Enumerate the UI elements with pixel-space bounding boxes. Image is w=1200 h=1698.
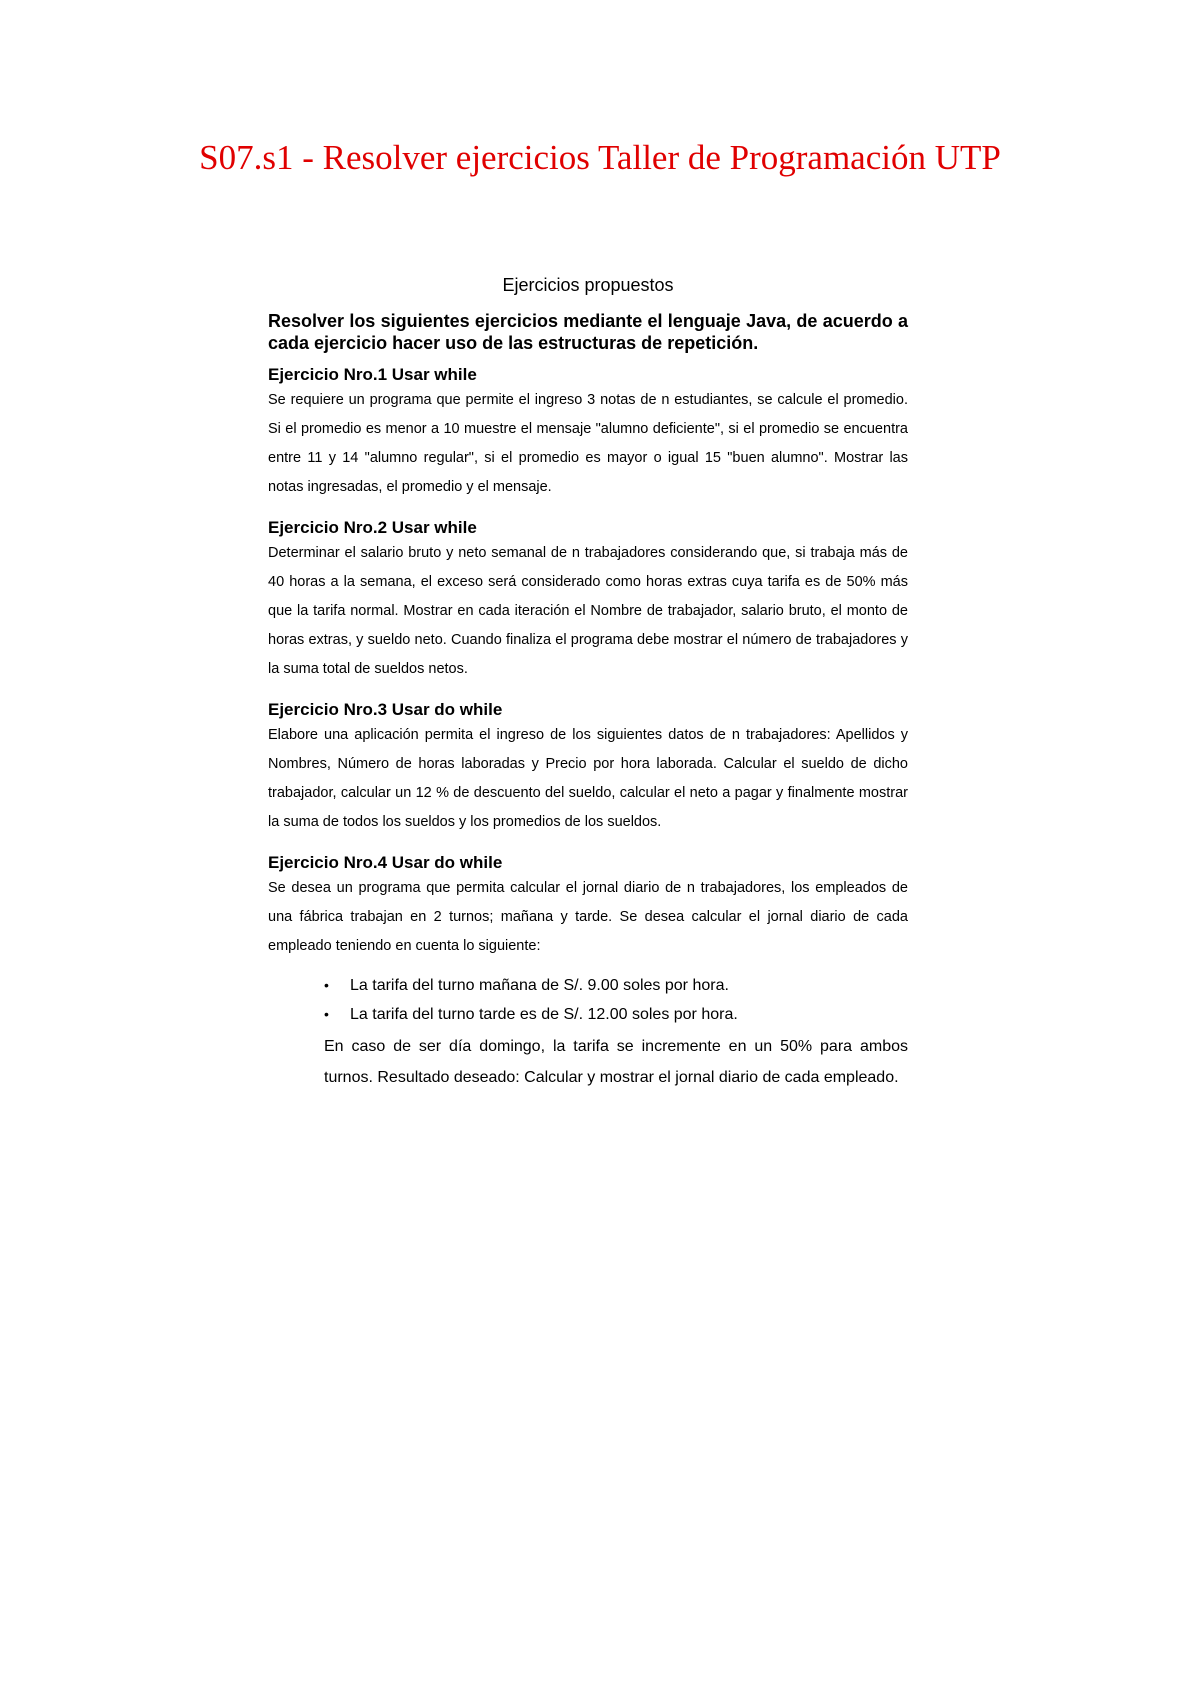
- bullet-icon: •: [324, 977, 329, 993]
- exercise-description: Se requiere un programa que permite el ingreso 3 notas de n estudiantes, se calcule el promedio. Si el promedio es menor a 10 muestre el mensaje "alumno deficiente", si el promedio se encuentra entre 11 y 14 "alumno regular", si el promedio es mayor o igual 15 "buen alumno". Mostrar las notas ingresadas, el promedio y el mensaje.: [268, 392, 908, 495]
- closing-paragraph: En caso de ser día domingo, la tarifa se incremente en un 50% para ambos turnos. Resultado deseado: Calcular y mostrar el jornal diario de cada empleado.: [324, 1038, 908, 1086]
- exercise-title: Ejercicio Nro.4 Usar do while: [268, 853, 503, 872]
- intro-paragraph: Resolver los siguientes ejercicios mediante el lenguaje Java, de acuerdo a cada ejercicio hacer uso de las estructuras de repetición.: [268, 311, 908, 353]
- exercise-description: Elabore una aplicación permita el ingreso de los siguientes datos de n trabajadores: Apellidos y Nombres, Número de horas laboradas y Precio por hora laborada. Calcular el sueldo de dicho trabajador, calcular un 12 % de descuento del sueldo, calcular el neto a pagar y finalmente mostrar la suma de todos los sueldos y los promedios de los sueldos.: [268, 727, 908, 830]
- exercise-description: Se desea un programa que permita calcular el jornal diario de n trabajadores, los empleados de una fábrica trabajan en 2 turnos; mañana y tarde. Se desea calcular el jornal diario de cada empleado teniendo en cuenta lo siguiente:: [268, 880, 908, 954]
- rate-list: [268, 971, 908, 1029]
- bullet-icon: •: [324, 1006, 329, 1022]
- exercise-1: [268, 364, 908, 502]
- exercise-3: [268, 699, 908, 837]
- exercise-4: [268, 852, 908, 1093]
- list-item-text: La tarifa del turno mañana de S/. 9.00 soles por hora.: [350, 977, 729, 994]
- exercise-title: Ejercicio Nro.1 Usar while: [268, 365, 477, 384]
- list-item: [324, 1000, 908, 1029]
- exercise-description: Determinar el salario bruto y neto semanal de n trabajadores considerando que, si trabaja más de 40 horas a la semana, el exceso será considerado como horas extras cuya tarifa es de 50% más que la tarifa normal. Mostrar en cada iteración el Nombre de trabajador, salario bruto, el monto de horas extras, y sueldo neto. Cuando finaliza el programa debe mostrar el número de trabajadores y la suma total de sueldos netos.: [268, 545, 908, 677]
- section-heading: Ejercicios propuestos: [502, 275, 674, 295]
- exercise-title: Ejercicio Nro.2 Usar while: [268, 518, 477, 537]
- exercise-title: Ejercicio Nro.3 Usar do while: [268, 700, 503, 719]
- document-body: [268, 275, 908, 1108]
- list-item-text: La tarifa del turno tarde es de S/. 12.00 soles por hora.: [350, 1006, 738, 1023]
- exercise-2: [268, 517, 908, 684]
- page-title: S07.s1 - Resolver ejercicios Taller de Programación UTP: [199, 138, 1001, 177]
- list-item: [324, 971, 908, 1000]
